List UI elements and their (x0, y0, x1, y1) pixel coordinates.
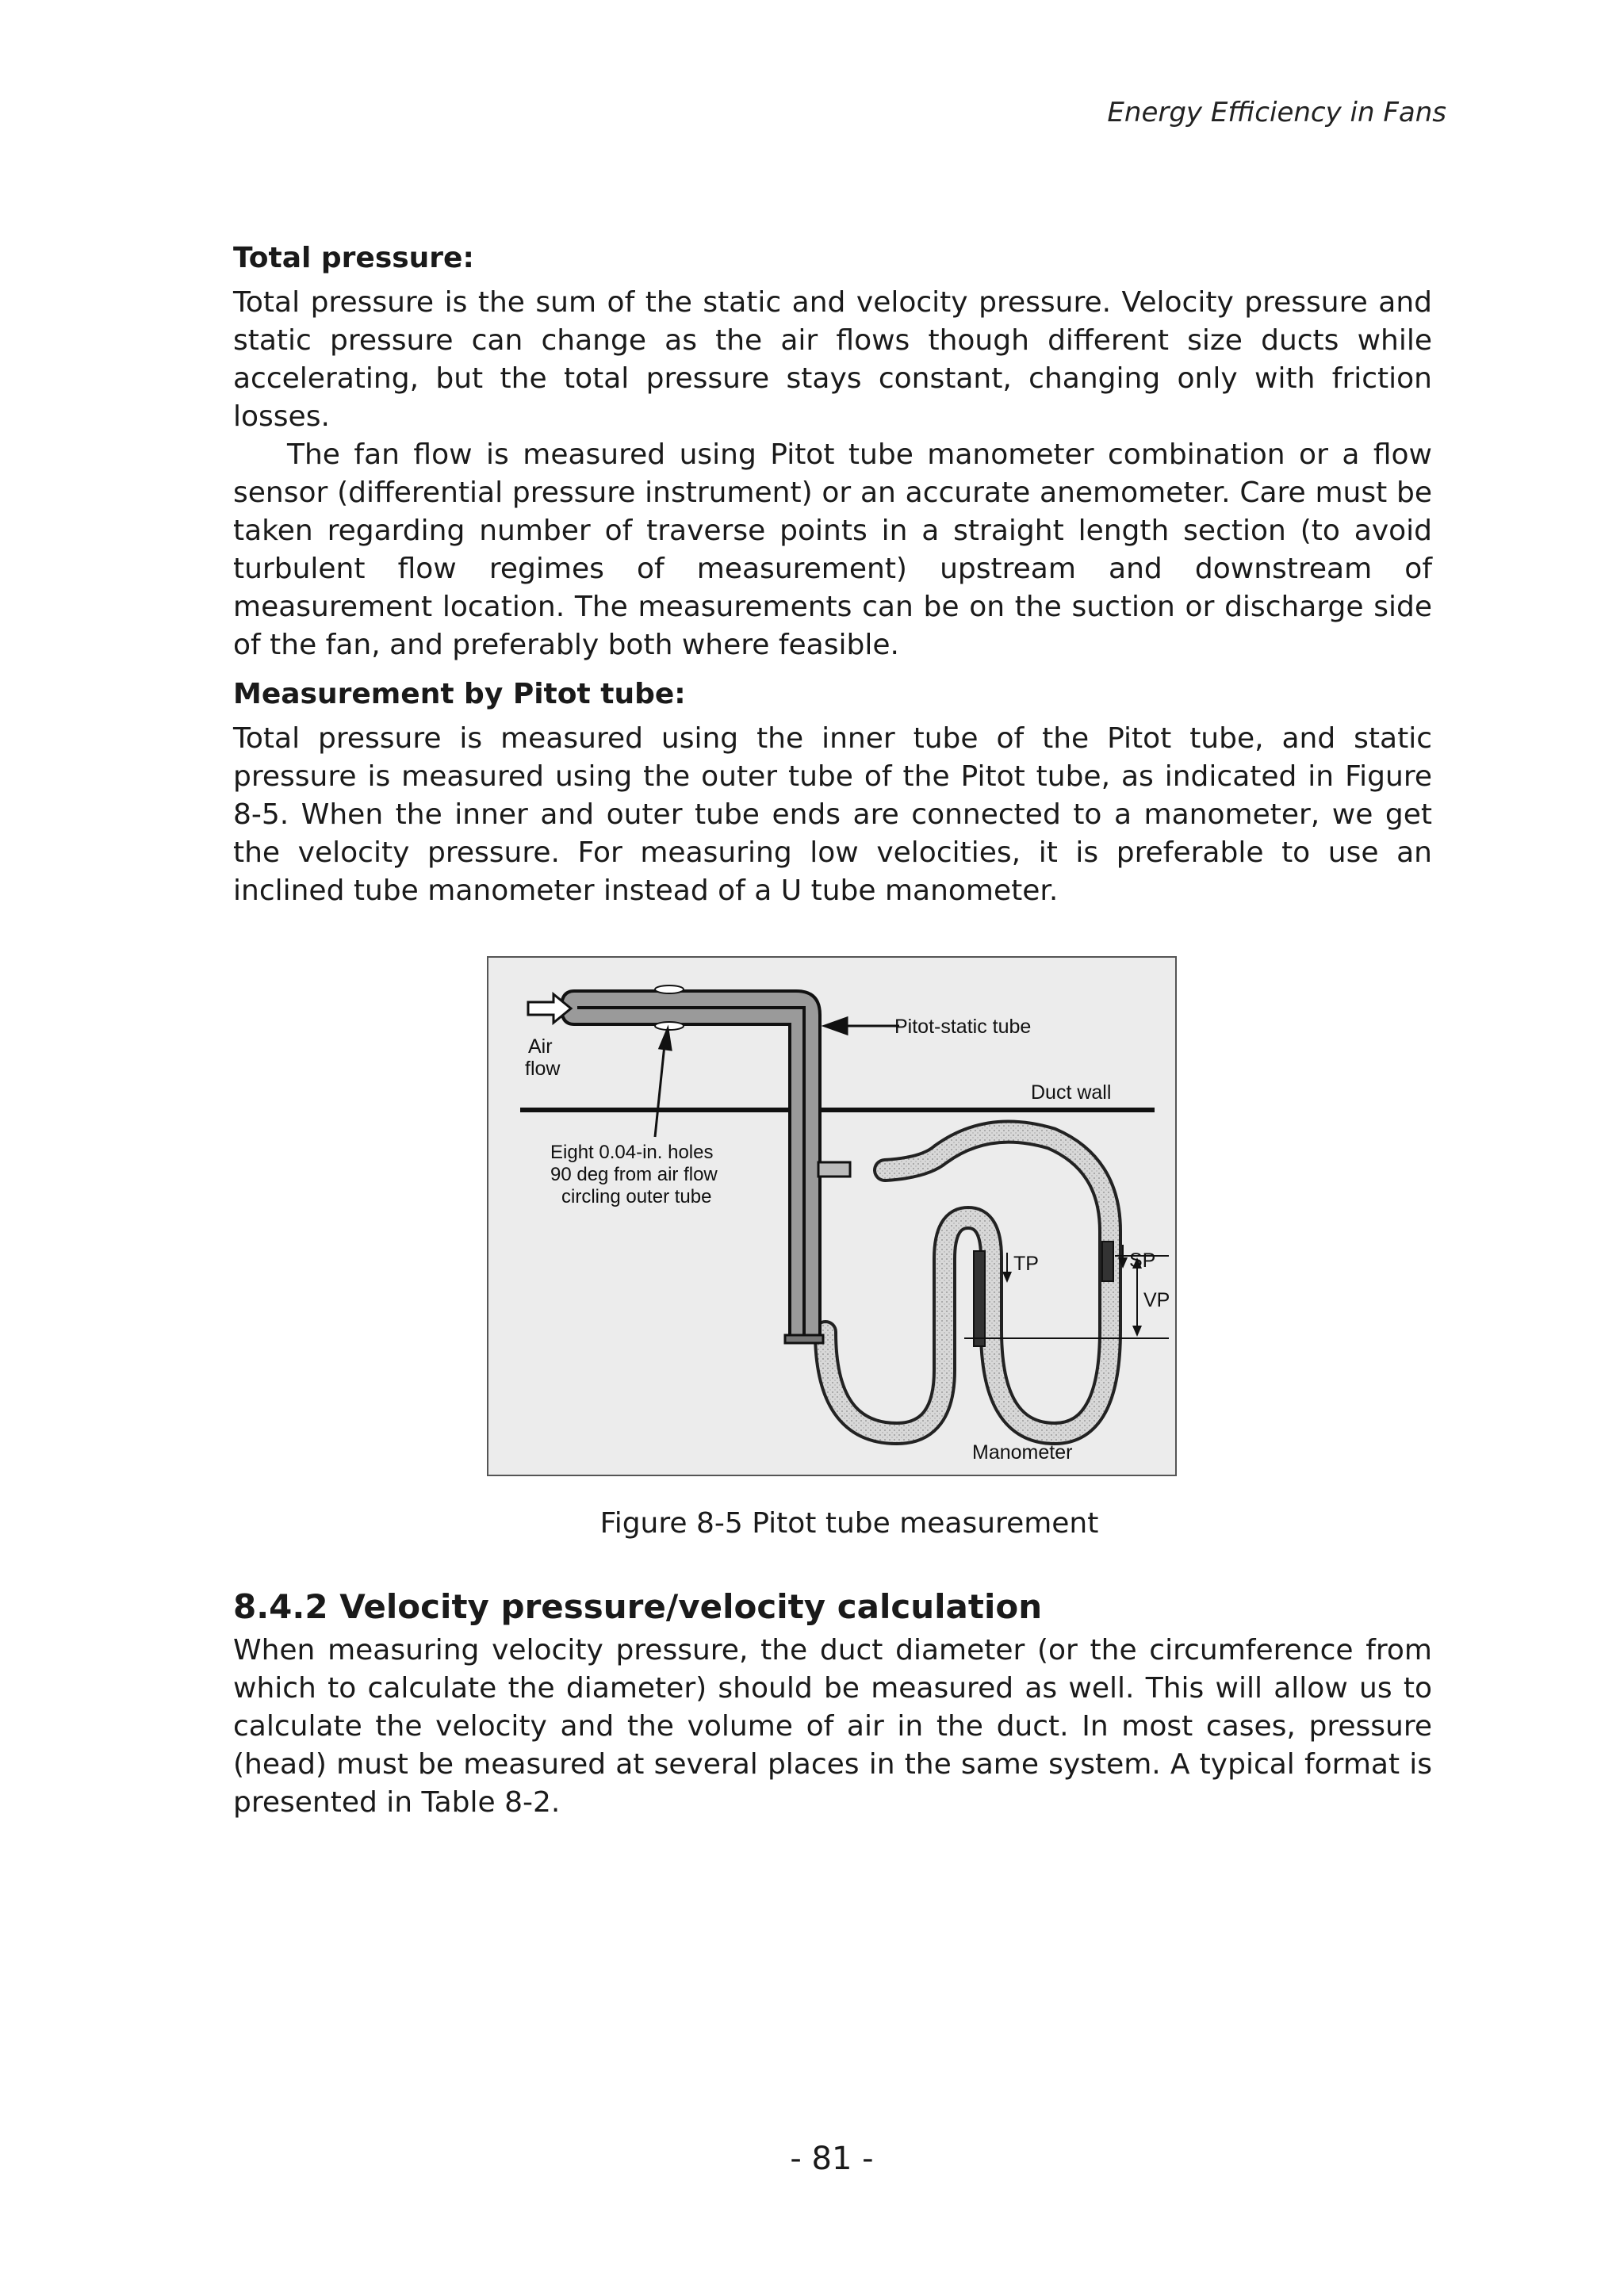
label-flow: flow (525, 1058, 561, 1080)
fan-flow-paragraph: The fan flow is measured using Pitot tube manometer combination or a flow sensor (differential pressure instrument) or an accurate anemometer. Care must be taken regarding number of traverse points in a straight length section (to avoid turbulent flow regimes of measurement) upstream and downstream of measurement location. The measurements can be on the suction or discharge side of the fan, and preferably both where feasible. (233, 438, 1432, 661)
running-header: Energy Efficiency in Fans (1107, 97, 1446, 128)
total-pressure-heading: Total pressure: (233, 242, 474, 274)
pitot-tube-figure (487, 956, 1177, 1476)
manometer-hose (825, 1132, 1110, 1433)
pitot-tube-heading: Measurement by Pitot tube: (233, 678, 686, 710)
label-vp: VP (1143, 1289, 1170, 1311)
label-pitot-static-tube: Pitot-static tube (894, 1016, 1032, 1038)
velocity-calc-paragraph: When measuring velocity pressure, the duct diameter (or the circumference from which to calculate the diameter) should be measured as well. This will allow us to calculate the velocity and the volume of air in the duct. In most cases, pressure (head) must be measured at several places in the same system. A typical format is presented in Table 8-2. (233, 1634, 1432, 1819)
velocity-calc-heading: 8.4.2 Velocity pressure/velocity calculation (233, 1587, 1043, 1626)
page-content (233, 239, 1432, 1822)
label-holes-2: 90 deg from air flow (550, 1164, 718, 1185)
label-holes-1: Eight 0.04-in. holes (550, 1142, 714, 1163)
manometer-left-column (974, 1251, 985, 1346)
pitot-tube-paragraph: Total pressure is measured using the inner tube of the Pitot tube, and static pressure is measured using the outer tube of the Pitot tube, as indicated in Figure 8-5. When the inner and outer tube ends are connected to a manometer, we get the velocity pressure. For measuring low velocities, it is preferable to use an inclined tube manometer instead of a U tube manometer. (233, 722, 1432, 907)
label-duct-wall: Duct wall (1031, 1081, 1112, 1104)
label-sp: SP (1129, 1249, 1156, 1272)
manometer-right-column (1102, 1242, 1113, 1281)
label-holes-3: circling outer tube (561, 1186, 712, 1207)
label-manometer: Manometer (972, 1441, 1073, 1464)
label-tp: TP (1013, 1253, 1039, 1275)
label-air: Air (528, 1035, 553, 1058)
page-number: - 81 - (790, 2141, 874, 2177)
pitot-tube-diagram (488, 958, 1178, 1478)
figure-caption: Figure 8-5 Pitot tube measurement (599, 1507, 1099, 1540)
total-pressure-paragraph: Total pressure is the sum of the static and velocity pressure. Velocity pressure and static pressure can change as the air flows though different size ducts while accelerating, but the total pressure stays constant, changing only with friction losses. (233, 286, 1432, 433)
